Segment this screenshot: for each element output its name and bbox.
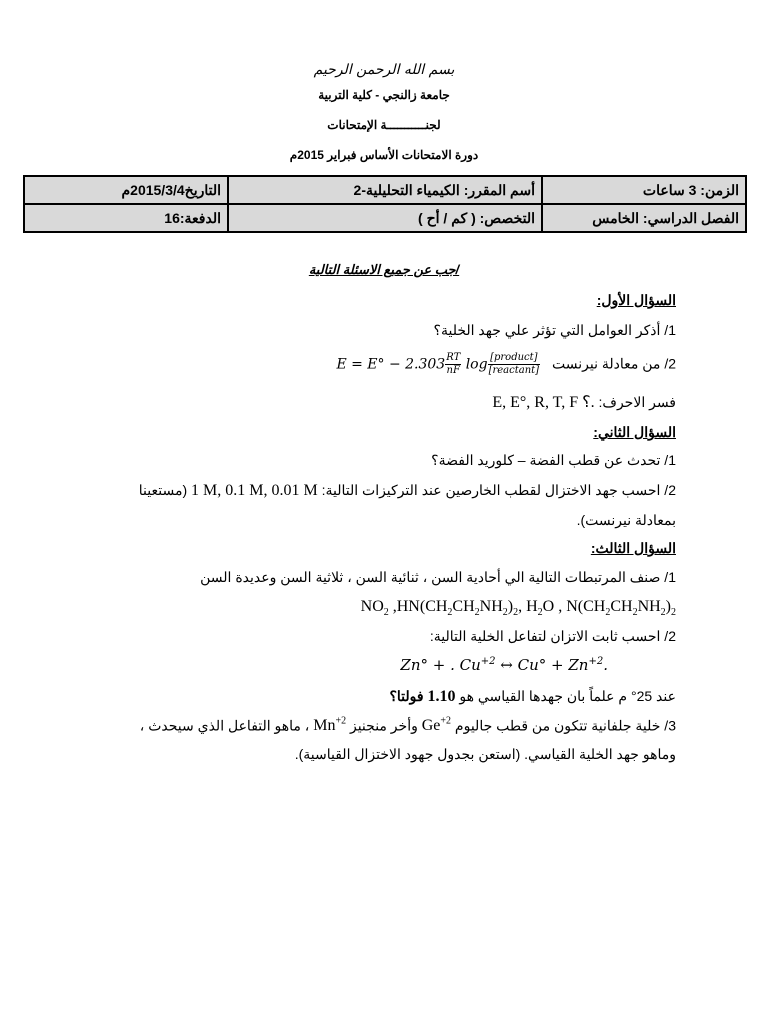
text: NH [637, 598, 661, 615]
q1-item3 [60, 392, 676, 412]
equation-left: E = E° − 2.303 [336, 356, 446, 373]
text: . [603, 656, 608, 674]
manganese-ion [313, 717, 346, 734]
ligand-no2: NO [360, 598, 384, 615]
instructions-title: /جب عن جميع الاسئلة التالية [308, 262, 460, 277]
q2-item2 [40, 482, 676, 500]
q3-ligands [60, 598, 676, 618]
sup: +2 [335, 716, 347, 727]
ligand-water: , H [518, 598, 538, 615]
sup: +2 [480, 656, 496, 667]
q1-item3-arabic: فسر الاحرف: [598, 394, 676, 410]
q2-item2-arabic: 2/ احسب جهد الاختزال لقطب الخارصين عند التركيزات التالية: [321, 482, 676, 498]
sub: 2 [537, 607, 543, 619]
sup: +2 [588, 656, 604, 667]
gallium-ion [422, 717, 451, 734]
exam-date: التاريخ2015/3/4م [24, 176, 228, 204]
q1-heading: السؤال الأول: [596, 292, 676, 308]
q2-item2-tail: (مستعينا [138, 482, 188, 498]
frac-rt-denominator: nF [446, 365, 460, 376]
sub: 2 [605, 607, 611, 619]
semester: الفصل الدراسي: الخامس [542, 204, 746, 232]
text: ) [507, 598, 514, 615]
sup: +2 [440, 716, 452, 727]
basmala-calligraphy: بسم الله الرحمن الرحيم [313, 62, 455, 78]
text: Ge [421, 717, 441, 735]
text: CH [610, 598, 633, 615]
exam-info-table [23, 175, 747, 233]
q2-item2-cont: بمعادلة نيرنست). [576, 512, 676, 528]
q3-item2: 2/ احسب ثابت الاتزان لتفاعل الخلية التالية: [429, 628, 676, 644]
text: ) [665, 598, 671, 615]
item3-text-a: 3/ خلية جلفانية تتكون من قطب جاليوم [454, 717, 676, 734]
q3-heading: السؤال الثالث: [590, 540, 676, 556]
sub: 2 [660, 607, 666, 619]
text: CH [452, 598, 475, 615]
frac-reactant: [reactant] [488, 365, 540, 376]
q2-heading: السؤال الثاني: [593, 424, 676, 440]
frac-product: [product] [488, 352, 541, 365]
q2-concentrations: 1 M, 0.1 M, 0.01 M [191, 482, 318, 499]
condition-unit: فولتا؟ [389, 688, 424, 704]
sub: 2 [671, 607, 676, 619]
sub: 2 [502, 607, 508, 619]
course-name: أسم المقرر: الكيمياء التحليلية-2 [228, 176, 542, 204]
reaction-left: Zn° + . Cu [400, 656, 481, 674]
batch-number: الدفعة:16 [24, 204, 228, 232]
exam-duration: الزمن: 3 ساعات [542, 176, 746, 204]
q1-item2 [60, 352, 676, 377]
q3-item3-cont: وماهو جهد الخلية القياسي. (استعن بجدول جهود الاختزال القياسية). [294, 746, 676, 762]
q2-item1: 1/ تحدث عن قطب الفضة – كلوريد الفضة؟ [431, 452, 676, 468]
q3-item3 [40, 716, 676, 735]
specialization: التخصص: ( كم / أح ) [228, 204, 542, 232]
sub: 2 [513, 607, 519, 619]
university-name: جامعة زالنجي - كلية التربية [318, 88, 450, 102]
fraction-rt-nf [445, 352, 461, 377]
sub: 2 [383, 607, 389, 619]
text: Mn [313, 717, 336, 735]
nernst-equation [336, 352, 540, 377]
q1-item1: 1/ أذكر العوامل التي تؤثر علي جهد الخلية؟ [433, 322, 676, 338]
exam-committee: لجنـــــــــــة الإمتحانات [327, 118, 441, 132]
equation-log: log [465, 356, 488, 373]
exam-session: دورة الامتحانات الأساس فبراير 2015م [289, 148, 479, 162]
frac-rt-numerator: RT [446, 352, 461, 363]
fraction-product-reactant [488, 352, 541, 377]
ligand-formulas [361, 598, 676, 618]
sub: 2 [447, 607, 453, 619]
ligand-dien: ,HN(CH [392, 598, 448, 615]
q1-item3-letters: E, E°, R, T, F ؟. [492, 394, 595, 411]
item3-text-c: ، ماهو التفاعل الذي سيحدث ، [139, 717, 310, 734]
cell-reaction [400, 656, 608, 674]
q1-item2-prefix: 2/ من معادلة نيرنست [551, 355, 676, 372]
ligand-tren: O , N(CH [542, 598, 606, 615]
q3-item1: 1/ صنف المرتبطات التالية الي أحادية السن ، ثنائية السن ، ثلاثية السن وعديدة السن [200, 569, 676, 585]
sub: 2 [474, 607, 480, 619]
q3-reaction [60, 656, 608, 674]
condition-text: عند 25° م علماً بان جهدها القياسي هو [459, 688, 676, 704]
standard-potential-value: 1.10 [427, 688, 456, 705]
q3-item2-condition [60, 688, 676, 706]
sub: 2 [632, 607, 638, 619]
text: NH [479, 598, 503, 615]
item3-text-b: وأخر منجنيز [349, 717, 418, 734]
reaction-right: ↔ Cu° + Zn [495, 656, 589, 674]
